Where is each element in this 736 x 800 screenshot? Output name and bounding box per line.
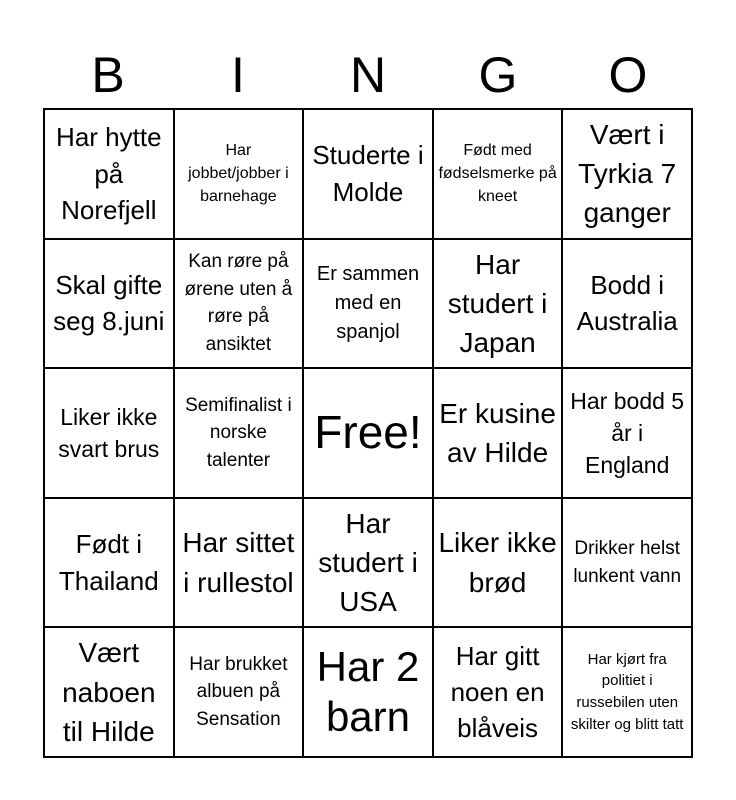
bingo-cell-text: Har sittet i rullestol — [182, 527, 295, 598]
bingo-cell-text: Har studert i Japan — [447, 248, 548, 358]
bingo-cell-text: Har brukket albuen på Sensation — [189, 653, 288, 730]
bingo-cell-text: Drikker helst lunkent vann — [573, 538, 682, 587]
bingo-cell-text: Studerte i Molde — [312, 140, 424, 207]
bingo-header — [43, 40, 693, 110]
bingo-cell[interactable] — [303, 239, 433, 369]
bingo-cell[interactable] — [174, 627, 304, 757]
header-letter-o: O — [608, 47, 648, 103]
bingo-cell[interactable] — [303, 109, 433, 239]
bingo-cell[interactable] — [303, 627, 433, 757]
bingo-cell-text: Født i Thailand — [58, 529, 159, 596]
bingo-cell[interactable] — [44, 368, 174, 498]
bingo-cell-text: Vært naboen til Hilde — [62, 637, 156, 747]
bingo-cell-text: Liker ikke svart brus — [58, 403, 160, 462]
bingo-cell[interactable] — [44, 627, 174, 757]
free-space-cell[interactable] — [303, 368, 433, 498]
bingo-cell[interactable] — [562, 368, 692, 498]
bingo-cell[interactable] — [433, 627, 563, 757]
header-letter-n: N — [349, 47, 387, 103]
bingo-cell-text: Har hytte på Norefjell — [56, 122, 162, 225]
bingo-cell[interactable] — [433, 109, 563, 239]
bingo-cell[interactable] — [44, 498, 174, 628]
bingo-cell-text: Har jobbet/jobber i barnehage — [188, 142, 289, 206]
bingo-cell-text: Bodd i Australia — [576, 270, 678, 337]
bingo-cell[interactable] — [174, 239, 304, 369]
bingo-cell[interactable] — [174, 109, 304, 239]
bingo-cell[interactable] — [174, 498, 304, 628]
bingo-cell[interactable] — [433, 368, 563, 498]
bingo-grid — [43, 108, 693, 758]
bingo-cell-text: Free! — [314, 406, 422, 459]
header-letter-i: I — [231, 47, 245, 103]
bingo-cell[interactable] — [174, 368, 304, 498]
bingo-cell[interactable] — [562, 627, 692, 757]
bingo-cell-text: Har gitt noen en blåveis — [450, 640, 545, 744]
bingo-cell-text: Skal gifte seg 8.juni — [53, 270, 165, 337]
bingo-cell-text: Er kusine av Hilde — [439, 397, 556, 468]
bingo-cell[interactable] — [44, 239, 174, 369]
bingo-cell-text: Har 2 barn — [316, 642, 420, 741]
bingo-cell-text: Født med fødselsmerke på kneet — [438, 142, 557, 206]
bingo-cell[interactable] — [562, 498, 692, 628]
bingo-cell[interactable] — [44, 109, 174, 239]
header-letter-g: G — [478, 47, 518, 103]
header-letter-b: B — [91, 47, 125, 103]
bingo-cell-text: Er sammen med en spanjol — [316, 262, 420, 343]
bingo-cell-text: Liker ikke brød — [438, 527, 557, 598]
bingo-cell-text: Semifinalist i norske talenter — [185, 394, 292, 471]
bingo-cell-text: Har studert i USA — [318, 507, 418, 618]
bingo-cell[interactable] — [433, 239, 563, 369]
bingo-cell[interactable] — [562, 239, 692, 369]
bingo-cell-text: Kan røre på ørene uten å røre på ansiktet — [184, 251, 293, 355]
bingo-cell-text: Har kjørt fra politiet i russebilen uten skilter og blitt tatt — [570, 650, 684, 733]
bingo-cell[interactable] — [433, 498, 563, 628]
bingo-cell-text: Vært i Tyrkia 7 ganger — [578, 119, 677, 229]
bingo-cell[interactable] — [562, 109, 692, 239]
bingo-cell-text: Har bodd 5 år i England — [570, 387, 685, 479]
bingo-cell[interactable] — [303, 498, 433, 628]
